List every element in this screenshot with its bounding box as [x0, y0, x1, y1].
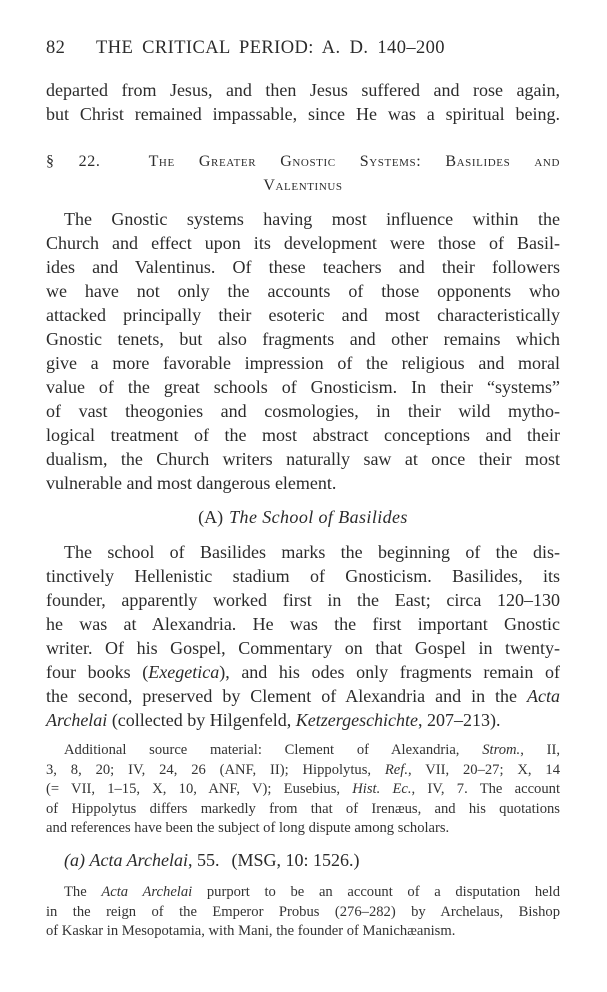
excerpt-label: (a)	[64, 850, 85, 870]
italic-text: Archelai	[46, 710, 108, 730]
text-run: ), and his odes only fragments remain of	[219, 662, 560, 682]
text-run: the second, preserved by Clement of Alexandria and in the	[46, 686, 527, 706]
text-line	[46, 800, 560, 820]
text-line	[46, 684, 560, 708]
text-line: vulnerable and most dangerous element.	[46, 473, 337, 493]
text-line	[46, 660, 560, 684]
text-run: The school of Basilides marks the beginning of the dis-	[64, 542, 560, 562]
section-title: The Greater Gnostic Systems: Basilides and	[148, 153, 560, 170]
italic-text: Hist. Ec.	[352, 781, 412, 797]
section-heading-line-1	[46, 150, 560, 174]
text-line: of vast theogonies and cosmologies, in their wild mytho-	[46, 401, 560, 421]
text-line	[46, 922, 560, 942]
text-run: tinctively Hellenistic stadium of Gnosticism. Basilides, its	[46, 566, 560, 586]
excerpt-source: Acta Archelai	[89, 850, 188, 870]
basilides-paragraph	[46, 540, 560, 732]
italic-text: Ref.	[384, 761, 408, 778]
italic-text: Acta Archelai	[101, 884, 193, 900]
text-line	[46, 636, 560, 660]
text-line: give a more favorable impression of the religious and moral	[46, 353, 560, 373]
text-line	[46, 883, 560, 903]
text-line	[46, 761, 560, 781]
excerpt-intro	[46, 883, 560, 942]
text-line: logical treatment of the most abstract conceptions and their	[46, 425, 560, 445]
text-line: value of the great schools of Gnosticism. In their “systems”	[46, 377, 560, 397]
excerpt-heading	[64, 848, 360, 872]
text-run: writer. Of his Gospel, Commentary on that Gospel in twenty-	[46, 638, 560, 658]
subsection-title: The School of Basilides	[229, 507, 408, 527]
text-run: (collected by Hilgenfeld,	[107, 710, 296, 730]
text-run: , 207–213).	[418, 710, 501, 730]
section-heading	[46, 150, 560, 198]
text-line	[46, 612, 560, 636]
text-run: in the reign of the Emperor Probus (276–282) by Archelaus, Bishop	[46, 903, 560, 920]
page-number: 82	[46, 38, 66, 58]
continuation-paragraph	[46, 78, 560, 126]
text-run: , VII, 20–27; X, 14	[407, 761, 560, 778]
source-note	[46, 741, 560, 839]
text-line: attacked principally their esoteric and most characteristically	[46, 305, 560, 325]
text-run: (= VII, 1–15, X, 10, ANF, V); Eusebius,	[46, 781, 353, 797]
text-run: The	[64, 884, 102, 900]
text-run: he was at Alexandria. He was the first important Gnostic	[46, 614, 560, 634]
text-run: , IV, 7. The account	[411, 781, 561, 797]
text-line	[46, 540, 560, 564]
section-number: § 22.	[46, 153, 101, 170]
text-line: Church and effect upon its development were those of Basil-	[46, 233, 560, 253]
text-run: 3, 8, 20; IV, 24, 26 (ANF, II); Hippolytus,	[46, 761, 385, 778]
italic-text: Ketzergeschichte	[295, 710, 419, 730]
italic-text: Acta	[527, 686, 560, 706]
text-run: , II,	[520, 742, 560, 758]
text-line: but Christ remained impassable, since He was a spiritual being.	[46, 104, 560, 124]
text-run: four books (	[46, 662, 149, 682]
text-line: The Gnostic systems having most influence within the	[64, 209, 560, 229]
intro-paragraph	[46, 207, 560, 495]
text-line	[46, 903, 560, 923]
text-run: of Kaskar in Mesopotamia, with Mani, the founder of Manichæanism.	[46, 923, 456, 939]
text-run: of Hippolytus differs markedly from that of Irenæus, and his quotations	[46, 800, 560, 817]
text-line	[46, 741, 560, 761]
text-run: Additional source material: Clement of Alexandria,	[64, 742, 483, 758]
subsection-label: (A)	[198, 507, 224, 527]
text-line: ides and Valentinus. Of these teachers and their followers	[46, 257, 560, 277]
text-line	[46, 564, 560, 588]
excerpt-chapter: , 55.	[187, 850, 220, 870]
text-line	[46, 819, 560, 839]
text-run: founder, apparently worked first in the East; circa 120–130	[46, 590, 560, 610]
text-line	[46, 588, 560, 612]
text-line	[46, 780, 560, 800]
running-title: THE CRITICAL PERIOD: A. D. 140–200	[96, 38, 445, 58]
text-line	[46, 708, 560, 732]
running-head	[46, 38, 560, 62]
italic-text: Exegetica	[148, 662, 220, 682]
section-heading-line-2: Valentinus	[263, 177, 343, 194]
text-run: purport to be an account of a disputation held	[192, 884, 561, 900]
text-line: departed from Jesus, and then Jesus suffered and rose again,	[46, 80, 560, 100]
text-line: Gnostic tenets, but also fragments and other remains which	[46, 329, 560, 349]
italic-text: Strom.	[482, 742, 521, 758]
text-run: and references have been the subject of long dispute among scholars.	[46, 820, 450, 836]
subsection-heading	[46, 505, 560, 529]
excerpt-reference: (MSG, 10: 1526.)	[231, 850, 360, 870]
text-line: we have not only the accounts of those opponents who	[46, 281, 560, 301]
text-line: dualism, the Church writers naturally saw at once their most	[46, 449, 560, 469]
